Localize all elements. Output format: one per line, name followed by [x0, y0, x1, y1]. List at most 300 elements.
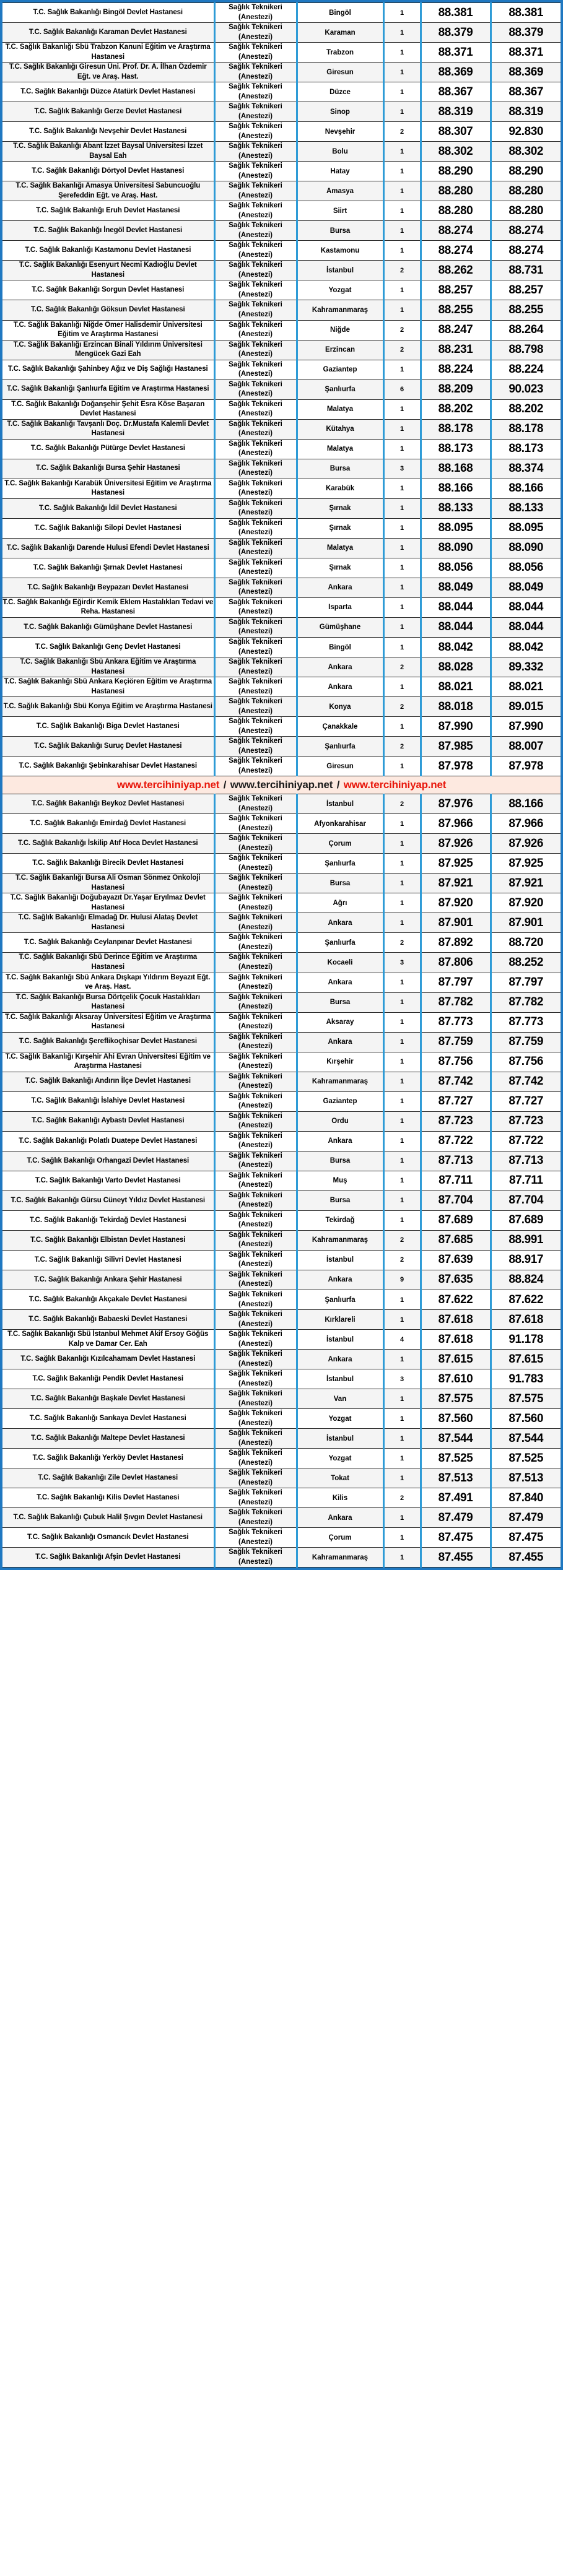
table-row[interactable] [2, 479, 561, 498]
hospital-name-cell: T.C. Sağlık Bakanlığı Ankara Şehir Hastanesi [2, 1270, 214, 1290]
quota-cell: 1 [383, 518, 421, 538]
table-row[interactable] [2, 360, 561, 379]
hospital-name-cell: T.C. Sağlık Bakanlığı Gerze Devlet Hastanesi [2, 102, 214, 122]
table-row[interactable] [2, 1032, 561, 1052]
min-score-cell: 88.257 [421, 280, 491, 300]
table-row[interactable] [2, 518, 561, 538]
city-cell: Şanlıurfa [297, 854, 383, 874]
quota-cell: 1 [383, 1429, 421, 1449]
hospital-name-cell: T.C. Sağlık Bakanlığı Nevşehir Devlet Hastanesi [2, 122, 214, 142]
quota-cell: 1 [383, 3, 421, 23]
position-title-cell: Sağlık Teknikeri (Anestezi) [214, 63, 297, 82]
table-row[interactable] [2, 1508, 561, 1528]
quota-cell: 2 [383, 1488, 421, 1508]
table-row[interactable] [2, 261, 561, 280]
table-row[interactable] [2, 300, 561, 320]
hospital-name-cell: T.C. Sağlık Bakanlığı Beypazarı Devlet Hastanesi [2, 578, 214, 597]
table-row[interactable] [2, 893, 561, 913]
table-row[interactable] [2, 181, 561, 201]
quota-cell: 1 [383, 578, 421, 597]
min-score-cell: 87.978 [421, 757, 491, 776]
table-row[interactable] [2, 1389, 561, 1409]
hospital-name-cell: T.C. Sağlık Bakanlığı Suruç Devlet Hastanesi [2, 737, 214, 757]
position-title-cell: Sağlık Teknikeri (Anestezi) [214, 459, 297, 479]
quota-cell: 3 [383, 953, 421, 973]
hospital-name-cell: T.C. Sağlık Bakanlığı Sbü Ankara Keçiören Eğitim ve Araştırma Hastanesi [2, 677, 214, 697]
position-title-cell: Sağlık Teknikeri (Anestezi) [214, 992, 297, 1012]
max-score-cell: 87.722 [491, 1131, 561, 1151]
min-score-cell: 87.926 [421, 834, 491, 854]
table-row[interactable] [2, 1072, 561, 1091]
table-row[interactable] [2, 1230, 561, 1250]
max-score-cell: 87.921 [491, 874, 561, 893]
table-row[interactable] [2, 1131, 561, 1151]
table-row[interactable] [2, 1369, 561, 1389]
hospital-name-cell: T.C. Sağlık Bakanlığı Başkale Devlet Hastanesi [2, 1389, 214, 1409]
quota-cell: 1 [383, 63, 421, 82]
hospital-name-cell: T.C. Sağlık Bakanlığı Göksun Devlet Hastanesi [2, 300, 214, 320]
table-row[interactable] [2, 854, 561, 874]
hospital-name-cell: T.C. Sağlık Bakanlığı Kızılcahamam Devlet Hastanesi [2, 1350, 214, 1369]
position-title-cell: Sağlık Teknikeri (Anestezi) [214, 558, 297, 578]
max-score-cell: 87.704 [491, 1190, 561, 1210]
position-title-cell: Sağlık Teknikeri (Anestezi) [214, 1111, 297, 1131]
city-cell: Şanlıurfa [297, 379, 383, 399]
table-row[interactable] [2, 1528, 561, 1548]
min-score-cell: 88.255 [421, 300, 491, 320]
min-score-cell: 87.685 [421, 1230, 491, 1250]
city-cell: Malatya [297, 439, 383, 459]
city-cell: Aksaray [297, 1012, 383, 1032]
position-title-cell: Sağlık Teknikeri (Anestezi) [214, 953, 297, 973]
table-row[interactable] [2, 992, 561, 1012]
city-cell: Çorum [297, 1528, 383, 1548]
city-cell: Karabük [297, 479, 383, 498]
position-title-cell: Sağlık Teknikeri (Anestezi) [214, 181, 297, 201]
position-title-cell: Sağlık Teknikeri (Anestezi) [214, 794, 297, 814]
position-title-cell: Sağlık Teknikeri (Anestezi) [214, 498, 297, 518]
table-row[interactable] [2, 340, 561, 360]
quota-cell: 1 [383, 1528, 421, 1548]
table-row[interactable] [2, 1111, 561, 1131]
table-row[interactable] [2, 241, 561, 261]
table-row[interactable] [2, 638, 561, 657]
min-score-cell: 88.095 [421, 518, 491, 538]
table-row[interactable] [2, 1190, 561, 1210]
position-title-cell: Sağlık Teknikeri (Anestezi) [214, 657, 297, 677]
min-score-cell: 88.379 [421, 23, 491, 43]
table-row[interactable] [2, 1429, 561, 1449]
max-score-cell: 87.759 [491, 1032, 561, 1052]
position-title-cell: Sağlık Teknikeri (Anestezi) [214, 1369, 297, 1389]
min-score-cell: 87.491 [421, 1488, 491, 1508]
quota-cell: 1 [383, 558, 421, 578]
min-score-cell: 87.782 [421, 992, 491, 1012]
city-cell: Şanlıurfa [297, 1290, 383, 1310]
hospital-name-cell: T.C. Sağlık Bakanlığı Beykoz Devlet Hastanesi [2, 794, 214, 814]
city-cell: Kahramanmaraş [297, 1072, 383, 1091]
max-score-cell: 87.615 [491, 1350, 561, 1369]
position-title-cell: Sağlık Teknikeri (Anestezi) [214, 23, 297, 43]
min-score-cell: 88.178 [421, 419, 491, 439]
city-cell: Kahramanmaraş [297, 300, 383, 320]
table-row[interactable] [2, 657, 561, 677]
city-cell: Çanakkale [297, 717, 383, 737]
table-row[interactable] [2, 578, 561, 597]
max-score-cell: 88.252 [491, 953, 561, 973]
quota-cell: 2 [383, 933, 421, 953]
quota-cell: 1 [383, 757, 421, 776]
quota-cell: 2 [383, 737, 421, 757]
table-row[interactable] [2, 953, 561, 973]
hospital-name-cell: T.C. Sağlık Bakanlığı Varto Devlet Hastanesi [2, 1171, 214, 1190]
table-row[interactable] [2, 1468, 561, 1488]
max-score-cell: 88.056 [491, 558, 561, 578]
table-row[interactable] [2, 814, 561, 834]
quota-cell: 1 [383, 1151, 421, 1171]
table-row[interactable] [2, 82, 561, 102]
city-cell: Isparta [297, 597, 383, 617]
max-score-cell: 88.381 [491, 3, 561, 23]
city-cell: Kütahya [297, 419, 383, 439]
min-score-cell: 87.759 [421, 1032, 491, 1052]
quota-cell: 1 [383, 717, 421, 737]
max-score-cell: 88.049 [491, 578, 561, 597]
table-row[interactable] [2, 1091, 561, 1111]
position-title-cell: Sağlık Teknikeri (Anestezi) [214, 697, 297, 717]
city-cell: Gaziantep [297, 1091, 383, 1111]
max-score-cell: 87.797 [491, 973, 561, 992]
max-score-cell: 87.966 [491, 814, 561, 834]
max-score-cell: 88.173 [491, 439, 561, 459]
quota-cell: 1 [383, 677, 421, 697]
max-score-cell: 91.178 [491, 1330, 561, 1350]
max-score-cell: 88.731 [491, 261, 561, 280]
table-row[interactable] [2, 933, 561, 953]
position-title-cell: Sağlık Teknikeri (Anestezi) [214, 320, 297, 340]
min-score-cell: 87.727 [421, 1091, 491, 1111]
table-row[interactable] [2, 439, 561, 459]
table-row[interactable] [2, 320, 561, 340]
position-title-cell: Sağlık Teknikeri (Anestezi) [214, 162, 297, 181]
city-cell: Sinop [297, 102, 383, 122]
min-score-cell: 87.525 [421, 1449, 491, 1468]
position-title-cell: Sağlık Teknikeri (Anestezi) [214, 241, 297, 261]
hospital-name-cell: T.C. Sağlık Bakanlığı Giresun Üni. Prof. Dr. A. İlhan Özdemir Eğt. ve Araş. Hast. [2, 63, 214, 82]
city-cell: Ankara [297, 973, 383, 992]
max-score-cell: 87.711 [491, 1171, 561, 1190]
quota-cell: 3 [383, 459, 421, 479]
position-title-cell: Sağlık Teknikeri (Anestezi) [214, 913, 297, 933]
table-row[interactable] [2, 1350, 561, 1369]
max-score-cell: 88.371 [491, 43, 561, 63]
position-title-cell: Sağlık Teknikeri (Anestezi) [214, 1330, 297, 1350]
city-cell: Ağrı [297, 893, 383, 913]
max-score-cell: 88.319 [491, 102, 561, 122]
table-row[interactable] [2, 913, 561, 933]
hospital-name-cell: T.C. Sağlık Bakanlığı Niğde Ömer Halisdemir Üniversitesi Eğitim ve Araştırma Hastanesi [2, 320, 214, 340]
city-cell: Bursa [297, 992, 383, 1012]
hospital-name-cell: T.C. Sağlık Bakanlığı Aybastı Devlet Hastanesi [2, 1111, 214, 1131]
table-row[interactable] [2, 1488, 561, 1508]
min-score-cell: 87.990 [421, 717, 491, 737]
quota-cell: 1 [383, 82, 421, 102]
min-score-cell: 88.280 [421, 201, 491, 221]
table-row[interactable] [2, 23, 561, 43]
min-score-cell: 87.892 [421, 933, 491, 953]
city-cell: Ankara [297, 1270, 383, 1290]
position-title-cell: Sağlık Teknikeri (Anestezi) [214, 538, 297, 558]
min-score-cell: 88.028 [421, 657, 491, 677]
table-row[interactable] [2, 794, 561, 814]
position-title-cell: Sağlık Teknikeri (Anestezi) [214, 893, 297, 913]
quota-cell: 1 [383, 617, 421, 637]
hospital-name-cell: T.C. Sağlık Bakanlığı Sbü İstanbul Mehmet Akif Ersoy Göğüs Kalp ve Damar Cer. Eah [2, 1330, 214, 1350]
position-title-cell: Sağlık Teknikeri (Anestezi) [214, 677, 297, 697]
table-row[interactable] [2, 1171, 561, 1190]
hospital-name-cell: T.C. Sağlık Bakanlığı Şebinkarahisar Devlet Hastanesi [2, 757, 214, 776]
city-cell: Şırnak [297, 518, 383, 538]
hospital-name-cell: T.C. Sağlık Bakanlığı Polatlı Duatepe Devlet Hastanesi [2, 1131, 214, 1151]
table-row[interactable] [2, 617, 561, 637]
hospital-name-cell: T.C. Sağlık Bakanlığı Abant İzzet Baysal Üniversitesi İzzet Baysal Eah [2, 142, 214, 162]
table-row[interactable] [2, 538, 561, 558]
watermark-separator: / [220, 779, 229, 791]
hospital-name-cell: T.C. Sağlık Bakanlığı İslahiye Devlet Hastanesi [2, 1091, 214, 1111]
hospital-name-cell: T.C. Sağlık Bakanlığı Bingöl Devlet Hastanesi [2, 3, 214, 23]
quota-cell: 1 [383, 419, 421, 439]
max-score-cell: 88.178 [491, 419, 561, 439]
quota-cell: 1 [383, 162, 421, 181]
table-row[interactable] [2, 162, 561, 181]
position-title-cell: Sağlık Teknikeri (Anestezi) [214, 933, 297, 953]
max-score-cell: 87.513 [491, 1468, 561, 1488]
max-score-cell: 88.202 [491, 399, 561, 419]
hospital-name-cell: T.C. Sağlık Bakanlığı Şanlıurfa Eğitim ve Araştırma Hastanesi [2, 379, 214, 399]
table-row[interactable] [2, 1310, 561, 1330]
city-cell: Kahramanmaraş [297, 1230, 383, 1250]
city-cell: Kocaeli [297, 953, 383, 973]
quota-cell: 1 [383, 1210, 421, 1230]
min-score-cell: 87.704 [421, 1190, 491, 1210]
max-score-cell: 87.544 [491, 1429, 561, 1449]
max-score-cell: 88.133 [491, 498, 561, 518]
min-score-cell: 88.044 [421, 617, 491, 637]
city-cell: Gümüşhane [297, 617, 383, 637]
city-cell: Malatya [297, 399, 383, 419]
hospital-name-cell: T.C. Sağlık Bakanlığı Tavşanlı Doç. Dr.Mustafa Kalemli Devlet Hastanesi [2, 419, 214, 439]
city-cell: Konya [297, 697, 383, 717]
position-title-cell: Sağlık Teknikeri (Anestezi) [214, 973, 297, 992]
watermark-site-1[interactable]: www.tercihiniyap.net [116, 779, 220, 791]
table-row[interactable] [2, 122, 561, 142]
table-row[interactable] [2, 677, 561, 697]
min-score-cell: 87.925 [421, 854, 491, 874]
position-title-cell: Sağlık Teknikeri (Anestezi) [214, 201, 297, 221]
min-score-cell: 88.319 [421, 102, 491, 122]
quota-cell: 1 [383, 300, 421, 320]
position-title-cell: Sağlık Teknikeri (Anestezi) [214, 1210, 297, 1230]
table-row[interactable] [2, 1012, 561, 1032]
position-title-cell: Sağlık Teknikeri (Anestezi) [214, 638, 297, 657]
hospital-name-cell: T.C. Sağlık Bakanlığı Karaman Devlet Hastanesi [2, 23, 214, 43]
table-row[interactable] [2, 737, 561, 757]
city-cell: Bursa [297, 874, 383, 893]
table-row[interactable] [2, 1151, 561, 1171]
hospital-name-cell: T.C. Sağlık Bakanlığı Akçakale Devlet Hastanesi [2, 1290, 214, 1310]
position-title-cell: Sağlık Teknikeri (Anestezi) [214, 142, 297, 162]
quota-cell: 1 [383, 439, 421, 459]
city-cell: Ankara [297, 657, 383, 677]
table-row[interactable] [2, 973, 561, 992]
quota-cell: 1 [383, 913, 421, 933]
city-cell: Tokat [297, 1468, 383, 1488]
max-score-cell: 87.727 [491, 1091, 561, 1111]
max-score-cell: 88.374 [491, 459, 561, 479]
city-cell: Ankara [297, 677, 383, 697]
hospital-name-cell: T.C. Sağlık Bakanlığı Gürsu Cüneyt Yıldız Devlet Hastanesi [2, 1190, 214, 1210]
min-score-cell: 87.615 [421, 1350, 491, 1369]
table-row[interactable] [2, 1052, 561, 1072]
position-title-cell: Sağlık Teknikeri (Anestezi) [214, 1131, 297, 1151]
city-cell: Bingöl [297, 638, 383, 657]
quota-cell: 1 [383, 597, 421, 617]
min-score-cell: 87.618 [421, 1330, 491, 1350]
table-row[interactable] [2, 834, 561, 854]
hospital-name-cell: T.C. Sağlık Bakanlığı Andırın İlçe Devlet Hastanesi [2, 1072, 214, 1091]
max-score-cell: 88.255 [491, 300, 561, 320]
table-row[interactable] [2, 757, 561, 776]
table-row[interactable] [2, 142, 561, 162]
min-score-cell: 88.173 [421, 439, 491, 459]
table-row[interactable] [2, 874, 561, 893]
max-score-cell: 87.622 [491, 1290, 561, 1310]
min-score-cell: 88.371 [421, 43, 491, 63]
city-cell: Bingöl [297, 3, 383, 23]
table-row[interactable] [2, 558, 561, 578]
position-title-cell: Sağlık Teknikeri (Anestezi) [214, 43, 297, 63]
min-score-cell: 87.618 [421, 1310, 491, 1330]
hospital-name-cell: T.C. Sağlık Bakanlığı Tekirdağ Devlet Hastanesi [2, 1210, 214, 1230]
table-row[interactable] [2, 1409, 561, 1429]
score-table [2, 2, 561, 1568]
score-table-body [2, 3, 561, 1568]
position-title-cell: Sağlık Teknikeri (Anestezi) [214, 300, 297, 320]
watermark-site-2[interactable]: www.tercihiniyap.net [230, 779, 333, 791]
position-title-cell: Sağlık Teknikeri (Anestezi) [214, 1151, 297, 1171]
city-cell: Nevşehir [297, 122, 383, 142]
max-score-cell: 87.756 [491, 1052, 561, 1072]
hospital-name-cell: T.C. Sağlık Bakanlığı Sarıkaya Devlet Hastanesi [2, 1409, 214, 1429]
table-row[interactable] [2, 1270, 561, 1290]
city-cell: Gaziantep [297, 360, 383, 379]
watermark-site-3[interactable]: www.tercihiniyap.net [343, 779, 447, 791]
table-row[interactable] [2, 1449, 561, 1468]
max-score-cell: 88.224 [491, 360, 561, 379]
max-score-cell: 87.525 [491, 1449, 561, 1468]
min-score-cell: 87.544 [421, 1429, 491, 1449]
city-cell: Ankara [297, 1508, 383, 1528]
hospital-name-cell: T.C. Sağlık Bakanlığı Genç Devlet Hastanesi [2, 638, 214, 657]
table-row[interactable] [2, 280, 561, 300]
max-score-cell: 88.090 [491, 538, 561, 558]
quota-cell: 3 [383, 1369, 421, 1389]
table-row[interactable] [2, 43, 561, 63]
quota-cell: 1 [383, 1111, 421, 1131]
table-row[interactable] [2, 1210, 561, 1230]
min-score-cell: 88.056 [421, 558, 491, 578]
min-score-cell: 88.166 [421, 479, 491, 498]
table-row[interactable] [2, 419, 561, 439]
quota-cell: 1 [383, 102, 421, 122]
city-cell: Yozgat [297, 1409, 383, 1429]
min-score-cell: 88.247 [421, 320, 491, 340]
hospital-name-cell: T.C. Sağlık Bakanlığı Silopi Devlet Hastanesi [2, 518, 214, 538]
table-row[interactable] [2, 201, 561, 221]
table-row[interactable] [2, 3, 561, 23]
position-title-cell: Sağlık Teknikeri (Anestezi) [214, 1230, 297, 1250]
quota-cell: 1 [383, 1310, 421, 1330]
min-score-cell: 87.742 [421, 1072, 491, 1091]
table-row[interactable] [2, 1290, 561, 1310]
position-title-cell: Sağlık Teknikeri (Anestezi) [214, 854, 297, 874]
quota-cell: 2 [383, 657, 421, 677]
quota-cell: 1 [383, 1468, 421, 1488]
table-row[interactable] [2, 717, 561, 737]
city-cell: İstanbul [297, 261, 383, 280]
table-row[interactable] [2, 1330, 561, 1350]
min-score-cell: 87.773 [421, 1012, 491, 1032]
table-row[interactable] [2, 498, 561, 518]
max-score-cell: 87.742 [491, 1072, 561, 1091]
hospital-name-cell: T.C. Sağlık Bakanlığı İdil Devlet Hastanesi [2, 498, 214, 518]
city-cell: Bursa [297, 459, 383, 479]
hospital-name-cell: T.C. Sağlık Bakanlığı Sorgun Devlet Hastanesi [2, 280, 214, 300]
table-row[interactable] [2, 102, 561, 122]
table-row[interactable] [2, 597, 561, 617]
min-score-cell: 88.049 [421, 578, 491, 597]
hospital-name-cell: T.C. Sağlık Bakanlığı Pendik Devlet Hastanesi [2, 1369, 214, 1389]
table-row[interactable] [2, 1548, 561, 1568]
min-score-cell: 88.307 [421, 122, 491, 142]
hospital-name-cell: T.C. Sağlık Bakanlığı Yerköy Devlet Hastanesi [2, 1449, 214, 1468]
max-score-cell: 88.021 [491, 677, 561, 697]
max-score-cell: 88.290 [491, 162, 561, 181]
quota-cell: 1 [383, 201, 421, 221]
table-row[interactable] [2, 379, 561, 399]
min-score-cell: 88.367 [421, 82, 491, 102]
city-cell: Bursa [297, 1151, 383, 1171]
max-score-cell: 87.920 [491, 893, 561, 913]
max-score-cell: 88.720 [491, 933, 561, 953]
table-row[interactable] [2, 399, 561, 419]
max-score-cell: 88.166 [491, 479, 561, 498]
max-score-cell: 88.379 [491, 23, 561, 43]
hospital-name-cell: T.C. Sağlık Bakanlığı Esenyurt Necmi Kadıoğlu Devlet Hastanesi [2, 261, 214, 280]
city-cell: Giresun [297, 63, 383, 82]
position-title-cell: Sağlık Teknikeri (Anestezi) [214, 1290, 297, 1310]
table-row[interactable] [2, 63, 561, 82]
city-cell: Düzce [297, 82, 383, 102]
table-row[interactable] [2, 1250, 561, 1270]
min-score-cell: 88.290 [421, 162, 491, 181]
table-row[interactable] [2, 697, 561, 717]
table-row[interactable] [2, 459, 561, 479]
min-score-cell: 87.806 [421, 953, 491, 973]
table-row[interactable] [2, 221, 561, 241]
quota-cell: 1 [383, 399, 421, 419]
city-cell: İstanbul [297, 1250, 383, 1270]
